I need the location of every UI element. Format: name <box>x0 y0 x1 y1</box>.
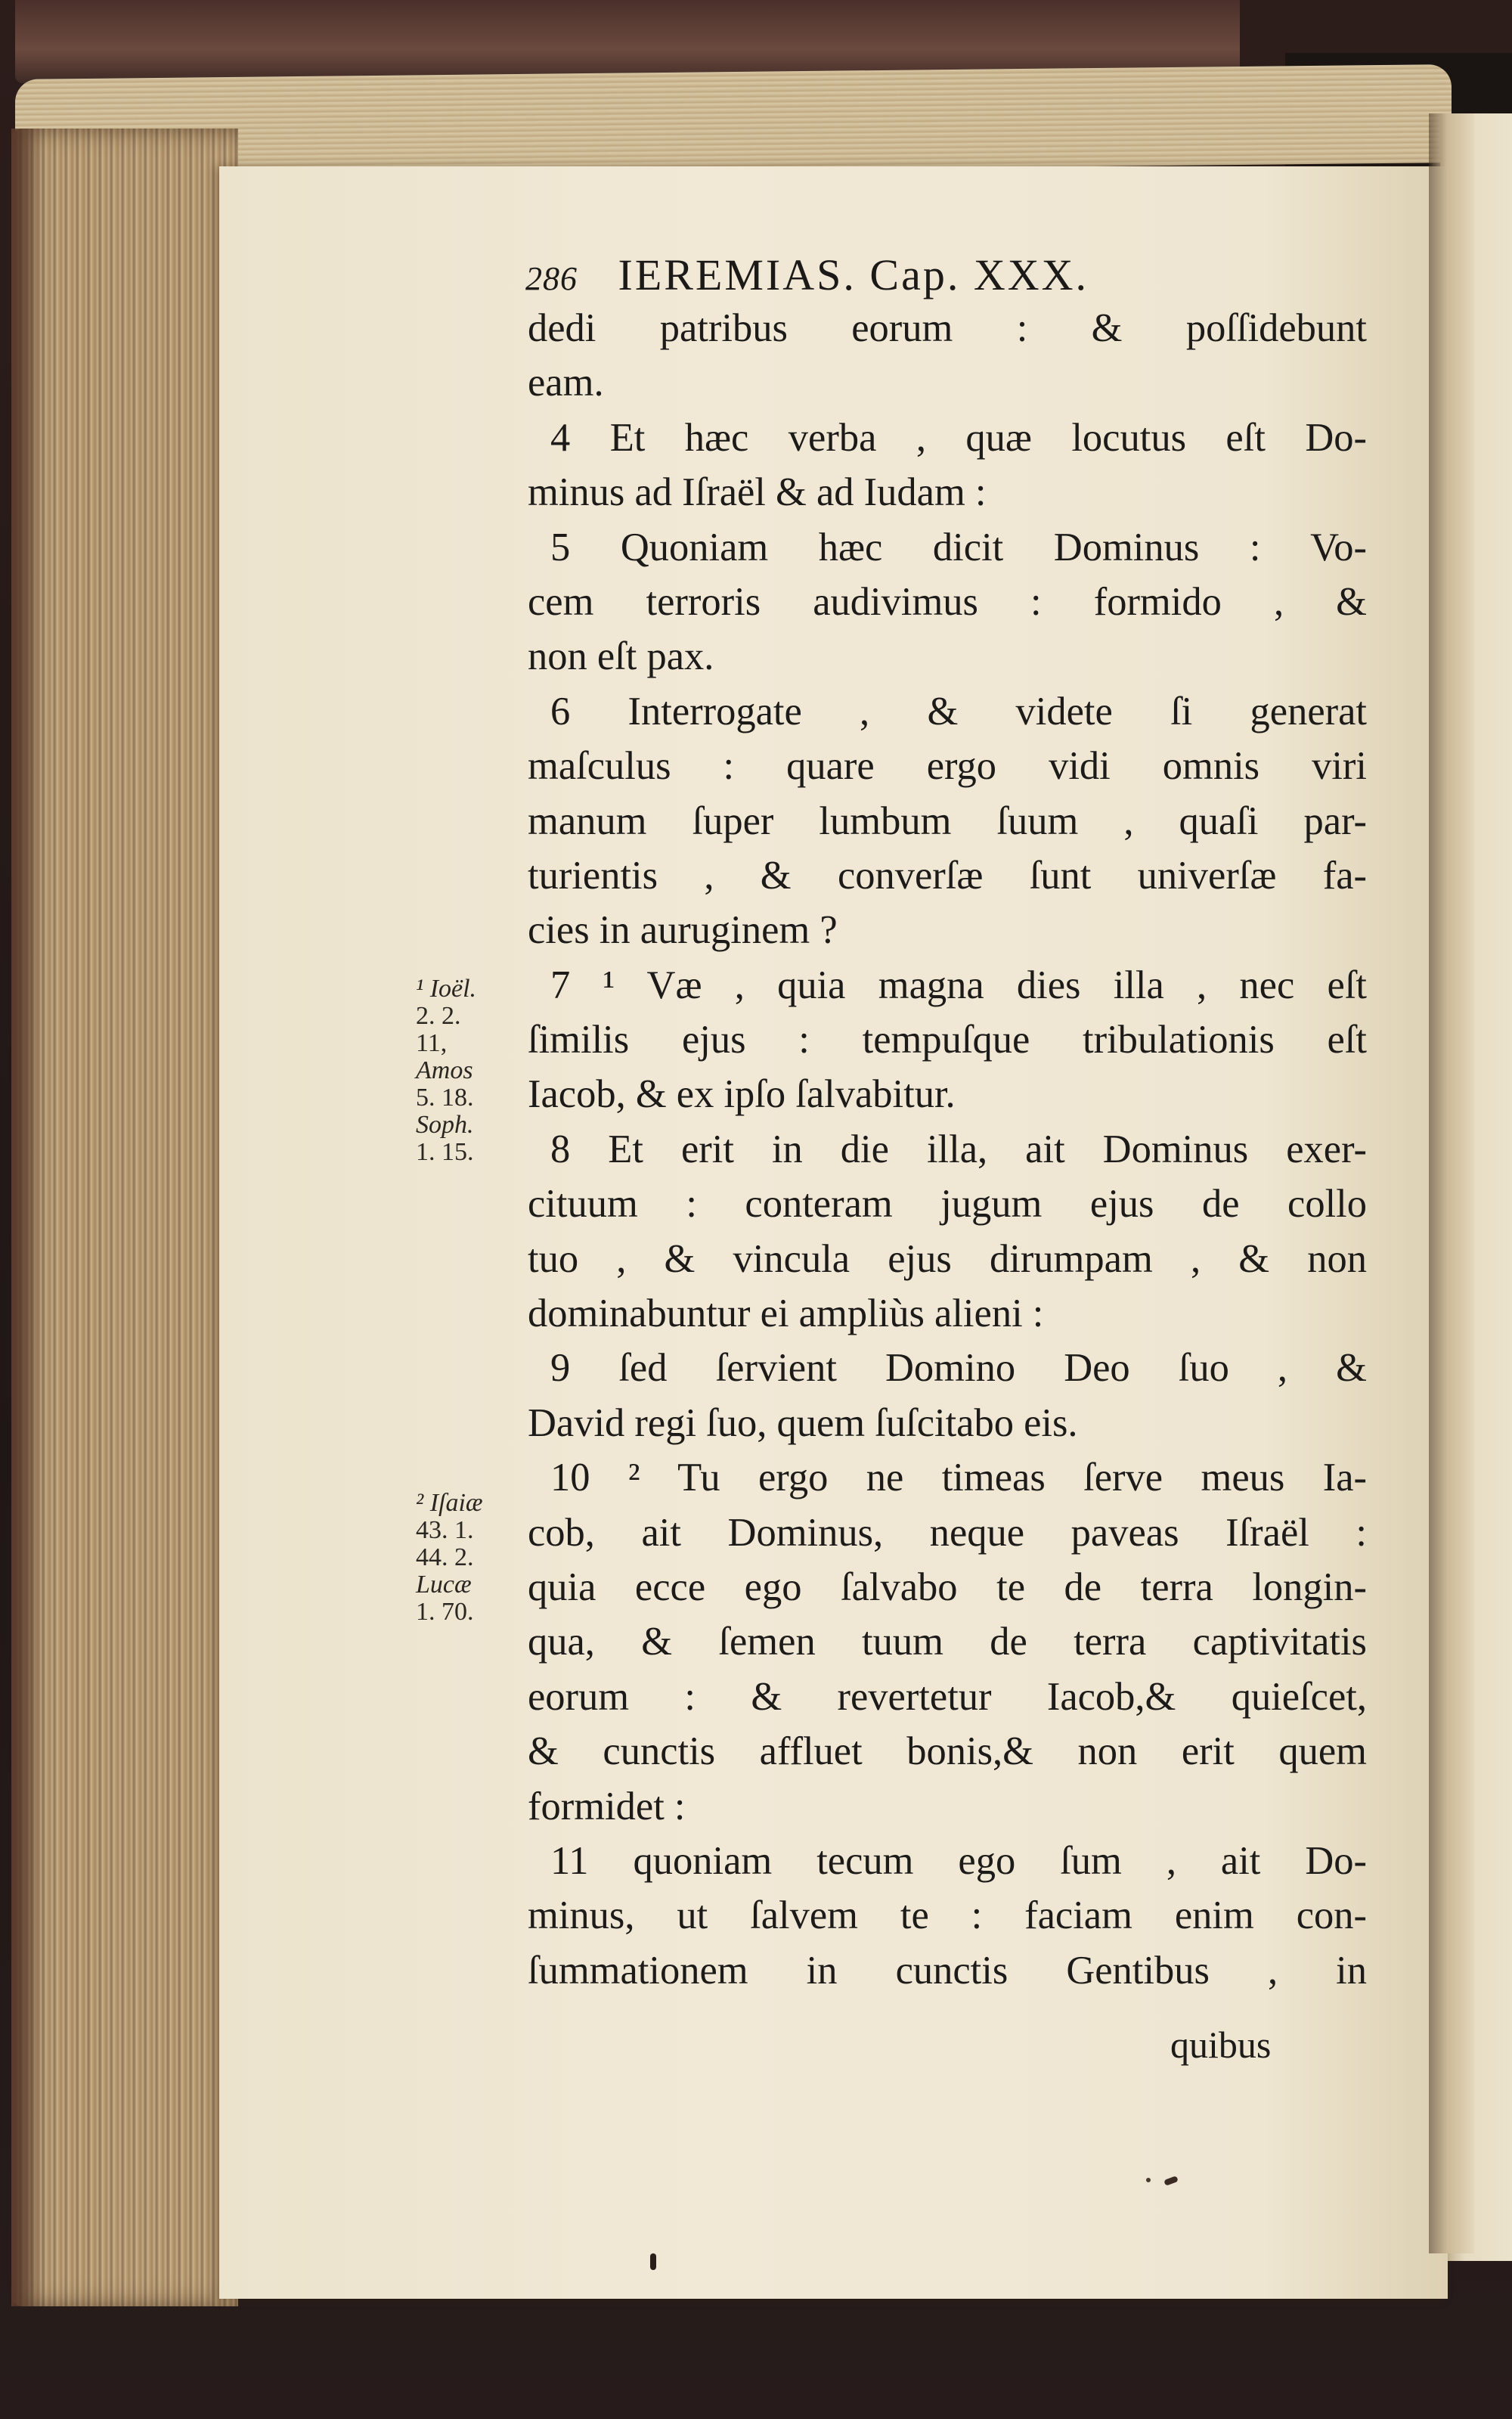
margin-note-line: Lucæ <box>416 1571 472 1599</box>
text-line: eorum : & revertetur Iacob,& quieſcet, <box>528 1674 1367 1719</box>
margin-note-line: ¹ Ioël. <box>416 975 477 1003</box>
text-line: cies in auruginem ? <box>528 908 838 953</box>
text-line: 4 Et hæc verba , quæ locutus eſt Do- <box>550 415 1367 460</box>
text-line: 10 ² Tu ergo ne timeas ſerve meus Ia- <box>550 1456 1367 1500</box>
text-line: cob, ait Dominus, neque paveas Iſraël : <box>528 1510 1367 1555</box>
text-line: minus ad Iſraël & ad Iudam : <box>528 470 987 515</box>
text-line: 7 ¹ Væ , quia magna dies illa , nec eſt <box>550 963 1367 1007</box>
margin-note-cross-reference <box>416 1490 529 1626</box>
text-line: minus, ut ſalvem te : faciam enim con- <box>528 1893 1367 1938</box>
page-block-left <box>11 129 238 2306</box>
catchword: quibus <box>1170 2024 1272 2066</box>
margin-note-line: ² Iſaiæ <box>416 1489 483 1517</box>
margin-note-cross-reference <box>416 975 529 1166</box>
margin-note-line: 1. 15. <box>416 1138 474 1166</box>
margin-note-line: 5. 18. <box>416 1084 474 1112</box>
text-line: quia ecce ego ſalvabo te de terra longin- <box>528 1565 1367 1609</box>
text-line: 11 quoniam tecum ego ſum , ait Do- <box>550 1838 1367 1883</box>
text-line: turientis , & converſæ ſunt univerſæ fa- <box>528 853 1367 898</box>
margin-note-line: Amos <box>416 1056 473 1084</box>
text-line: 6 Interrogate , & videte ſi generat <box>550 689 1367 733</box>
running-title: IEREMIAS. Cap. XXX. <box>618 250 1089 299</box>
margin-note-line: 2. 2. <box>416 1002 461 1030</box>
text-line: ſummationem in cunctis Gentibus , in <box>528 1948 1367 1993</box>
text-line: manum ſuper lumbum ſuum , quaſi par- <box>528 799 1367 843</box>
text-line: eam. <box>528 361 604 405</box>
margin-note-line: 11, <box>416 1029 448 1057</box>
margin-note-line: Soph. <box>416 1111 474 1139</box>
body-text <box>528 301 1367 1998</box>
margin-note-line: 43. 1. <box>416 1516 474 1544</box>
gutter-shadow <box>1429 113 1474 2253</box>
running-head <box>525 250 1251 302</box>
text-line: tuo , & vincula ejus dirumpam , & non <box>528 1236 1367 1281</box>
page-number: 286 <box>525 260 578 297</box>
text-line: non eſt pax. <box>528 634 714 679</box>
stain-mark <box>650 2253 656 2270</box>
stain-mark <box>1146 2178 1151 2182</box>
text-line: maſculus : quare ergo vidi omnis viri <box>528 744 1367 789</box>
text-line: 8 Et erit in die illa, ait Dominus exer- <box>550 1127 1367 1171</box>
text-line: 9 ſed ſervient Domino Deo ſuo , & <box>550 1346 1367 1391</box>
text-line: qua, & ſemen tuum de terra captivitatis <box>528 1620 1367 1664</box>
text-line: dominabuntur ei ampliùs alieni : <box>528 1292 1044 1336</box>
margin-note-line: 1. 70. <box>416 1598 474 1626</box>
text-line: cem terroris audivimus : formido , & <box>528 579 1367 624</box>
text-line: 5 Quoniam hæc dicit Dominus : Vo- <box>550 525 1367 569</box>
text-line: ſimilis ejus : tempuſque tribulationis eſt <box>528 1018 1367 1062</box>
text-line: dedi patribus eorum : & poſſidebunt <box>528 306 1367 350</box>
text-line: formidet : <box>528 1784 686 1828</box>
text-line: David regi ſuo, quem ſuſcitabo eis. <box>528 1400 1078 1445</box>
text-line: Iacob, & ex ipſo ſalvabitur. <box>528 1072 956 1117</box>
text-line: cituum : conteram jugum ejus de collo <box>528 1182 1367 1227</box>
text-line: & cunctis affluet bonis,& non erit quem <box>528 1729 1367 1774</box>
margin-note-line: 44. 2. <box>416 1543 474 1571</box>
